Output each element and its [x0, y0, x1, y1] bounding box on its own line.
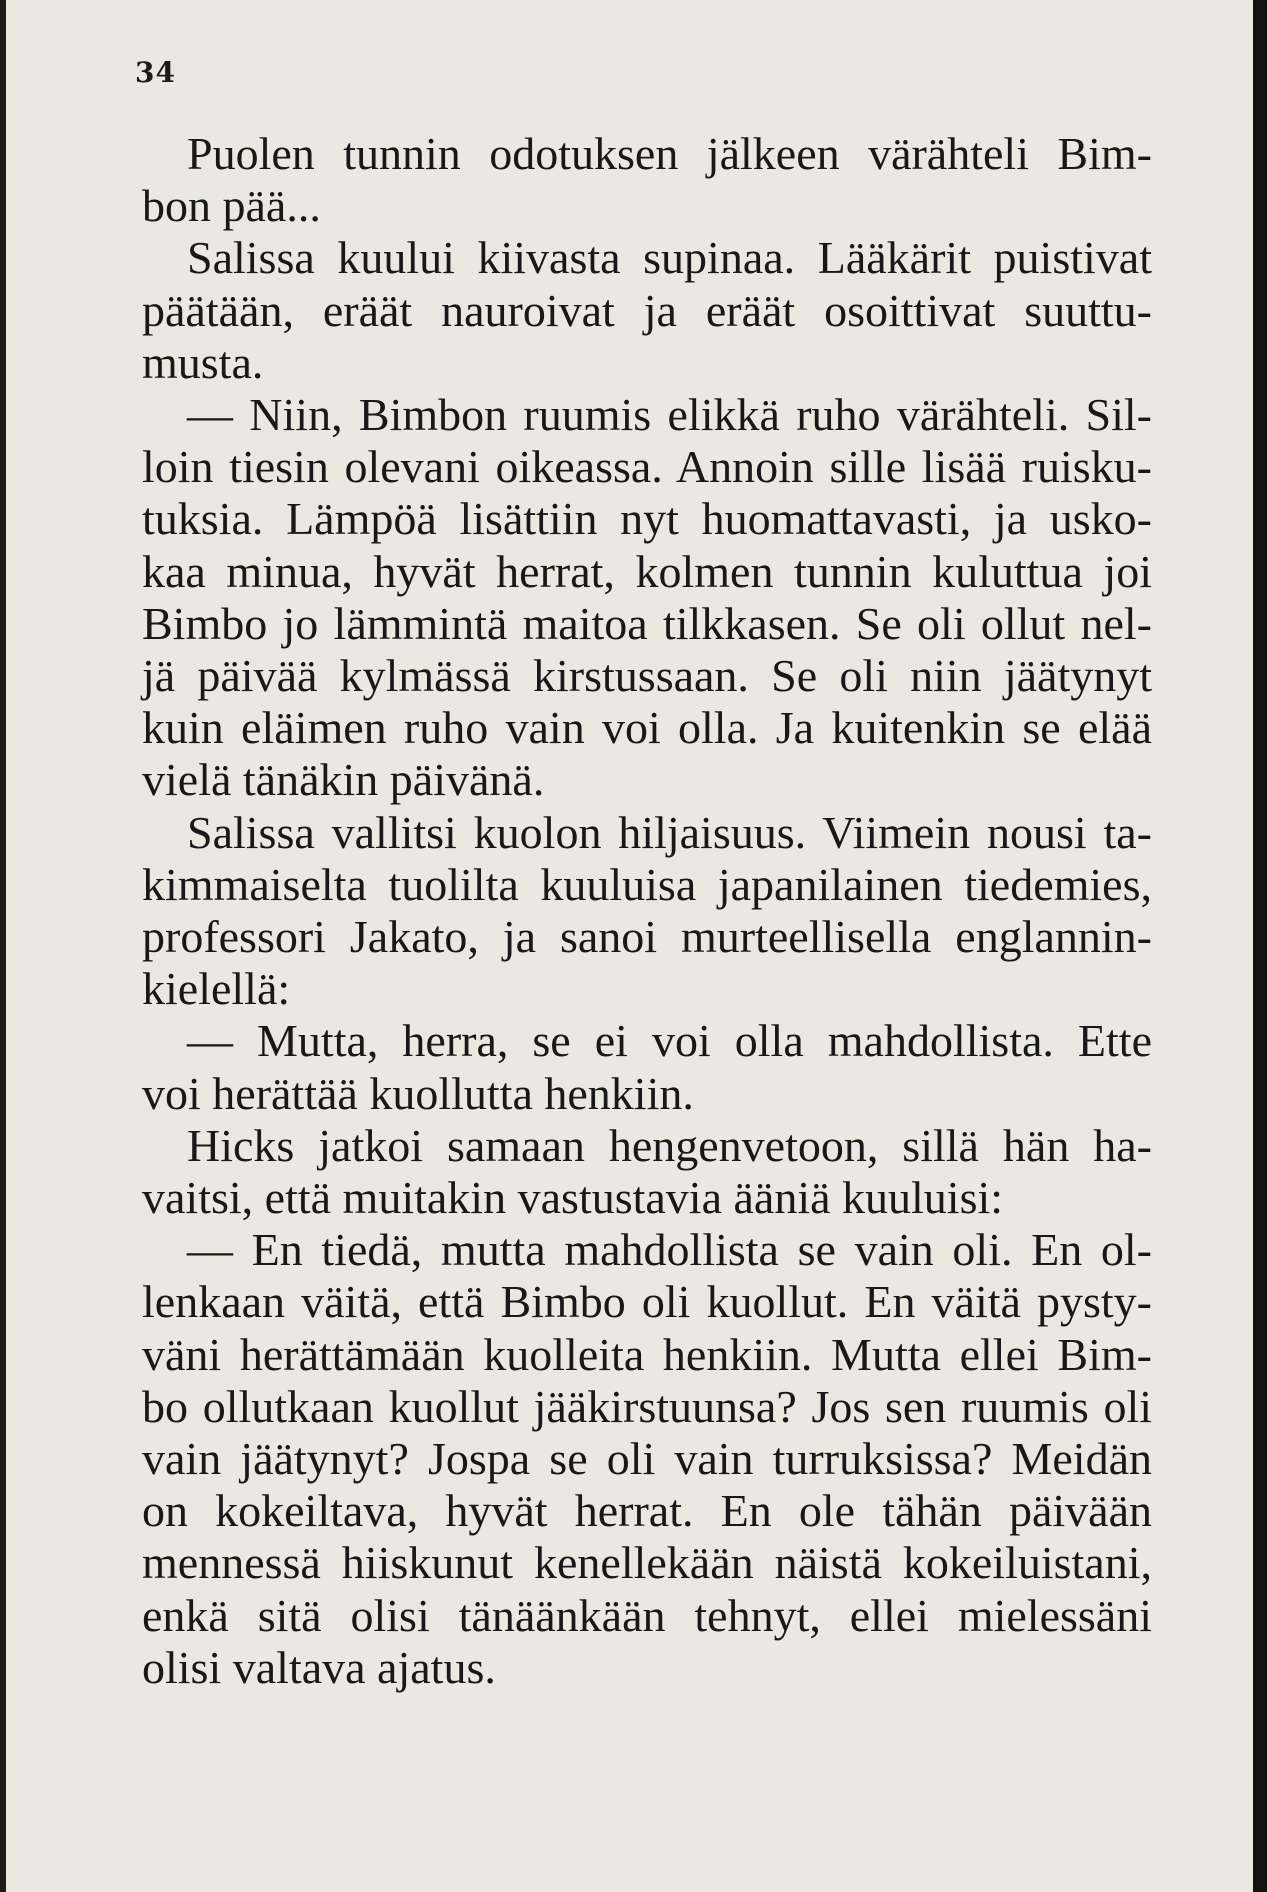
text-line: Puolen tunnin odotuksen jälkeen värähteli Bim-	[187, 128, 1152, 179]
text-line: voi herättää kuollutta henkiin.	[142, 1067, 694, 1119]
text-line: kielellä:	[142, 963, 291, 1015]
text-line: kaa minua, hyvät herrat, kolmen tunnin kuluttua joi	[142, 545, 1152, 597]
text-line: tuksia. Lämpöä lisättiin nyt huomattavasti, ja usko-	[142, 493, 1152, 545]
text-line: bo ollutkaan kuollut jääkirstuunsa? Jos sen ruumis oli	[142, 1380, 1152, 1432]
text-line: professori Jakato, ja sanoi murteellisella englannin-	[142, 911, 1152, 963]
scan-edge-left	[0, 0, 6, 1892]
text-line: Bimbo jo lämmintä maitoa tilkkasen. Se oli ollut nel-	[142, 597, 1152, 649]
text-line: Salissa kuului kiivasta supinaa. Lääkärit puistivat	[187, 232, 1152, 284]
text-line: vielä tänäkin päivänä.	[142, 754, 545, 806]
text-line: kuin eläimen ruho vain voi olla. Ja kuitenkin se elää	[142, 702, 1152, 754]
text-line: loin tiesin olevani oikeassa. Annoin sille lisää ruisku-	[142, 441, 1152, 493]
text-line: enkä sitä olisi tänäänkään tehnyt, ellei mielessäni	[142, 1589, 1152, 1641]
text-line: Hicks jatkoi samaan hengenvetoon, sillä hän ha-	[187, 1119, 1152, 1171]
text-line: kimmaiselta tuolilta kuuluisa japanilainen tiedemies,	[142, 858, 1152, 910]
text-line: lenkaan väitä, että Bimbo oli kuollut. En väitä pysty-	[142, 1276, 1152, 1328]
text-line: väni herättämään kuolleita henkiin. Mutta ellei Bim-	[142, 1328, 1152, 1380]
text-line: päätään, eräät nauroivat ja eräät osoittivat suuttu-	[142, 284, 1152, 336]
body-text	[142, 128, 1152, 1694]
scan-edge-right	[1253, 0, 1267, 1892]
text-line: mennessä hiiskunut kenellekään näistä kokeiluistani,	[142, 1537, 1152, 1589]
text-line: — En tiedä, mutta mahdollista se vain oli. En ol-	[187, 1224, 1152, 1276]
page-number: 34	[135, 56, 176, 89]
text-line: jä päivää kylmässä kirstussaan. Se oli niin jäätynyt	[142, 650, 1152, 702]
text-line: Salissa vallitsi kuolon hiljaisuus. Viimein nousi ta-	[187, 806, 1152, 858]
text-line: vaitsi, että muitakin vastustavia ääniä kuuluisi:	[142, 1172, 1004, 1224]
text-line: — Mutta, herra, se ei voi olla mahdollista. Ette	[187, 1015, 1152, 1067]
text-line: musta.	[142, 336, 264, 388]
text-line: bon pää...	[142, 180, 321, 232]
text-line: on kokeiltava, hyvät herrat. En ole tähän päivään	[142, 1485, 1152, 1537]
text-line: olisi valtava ajatus.	[142, 1641, 496, 1693]
text-line: vain jäätynyt? Jospa se oli vain turruksissa? Meidän	[142, 1433, 1152, 1485]
text-line: — Niin, Bimbon ruumis elikkä ruho värähteli. Sil-	[187, 389, 1152, 441]
